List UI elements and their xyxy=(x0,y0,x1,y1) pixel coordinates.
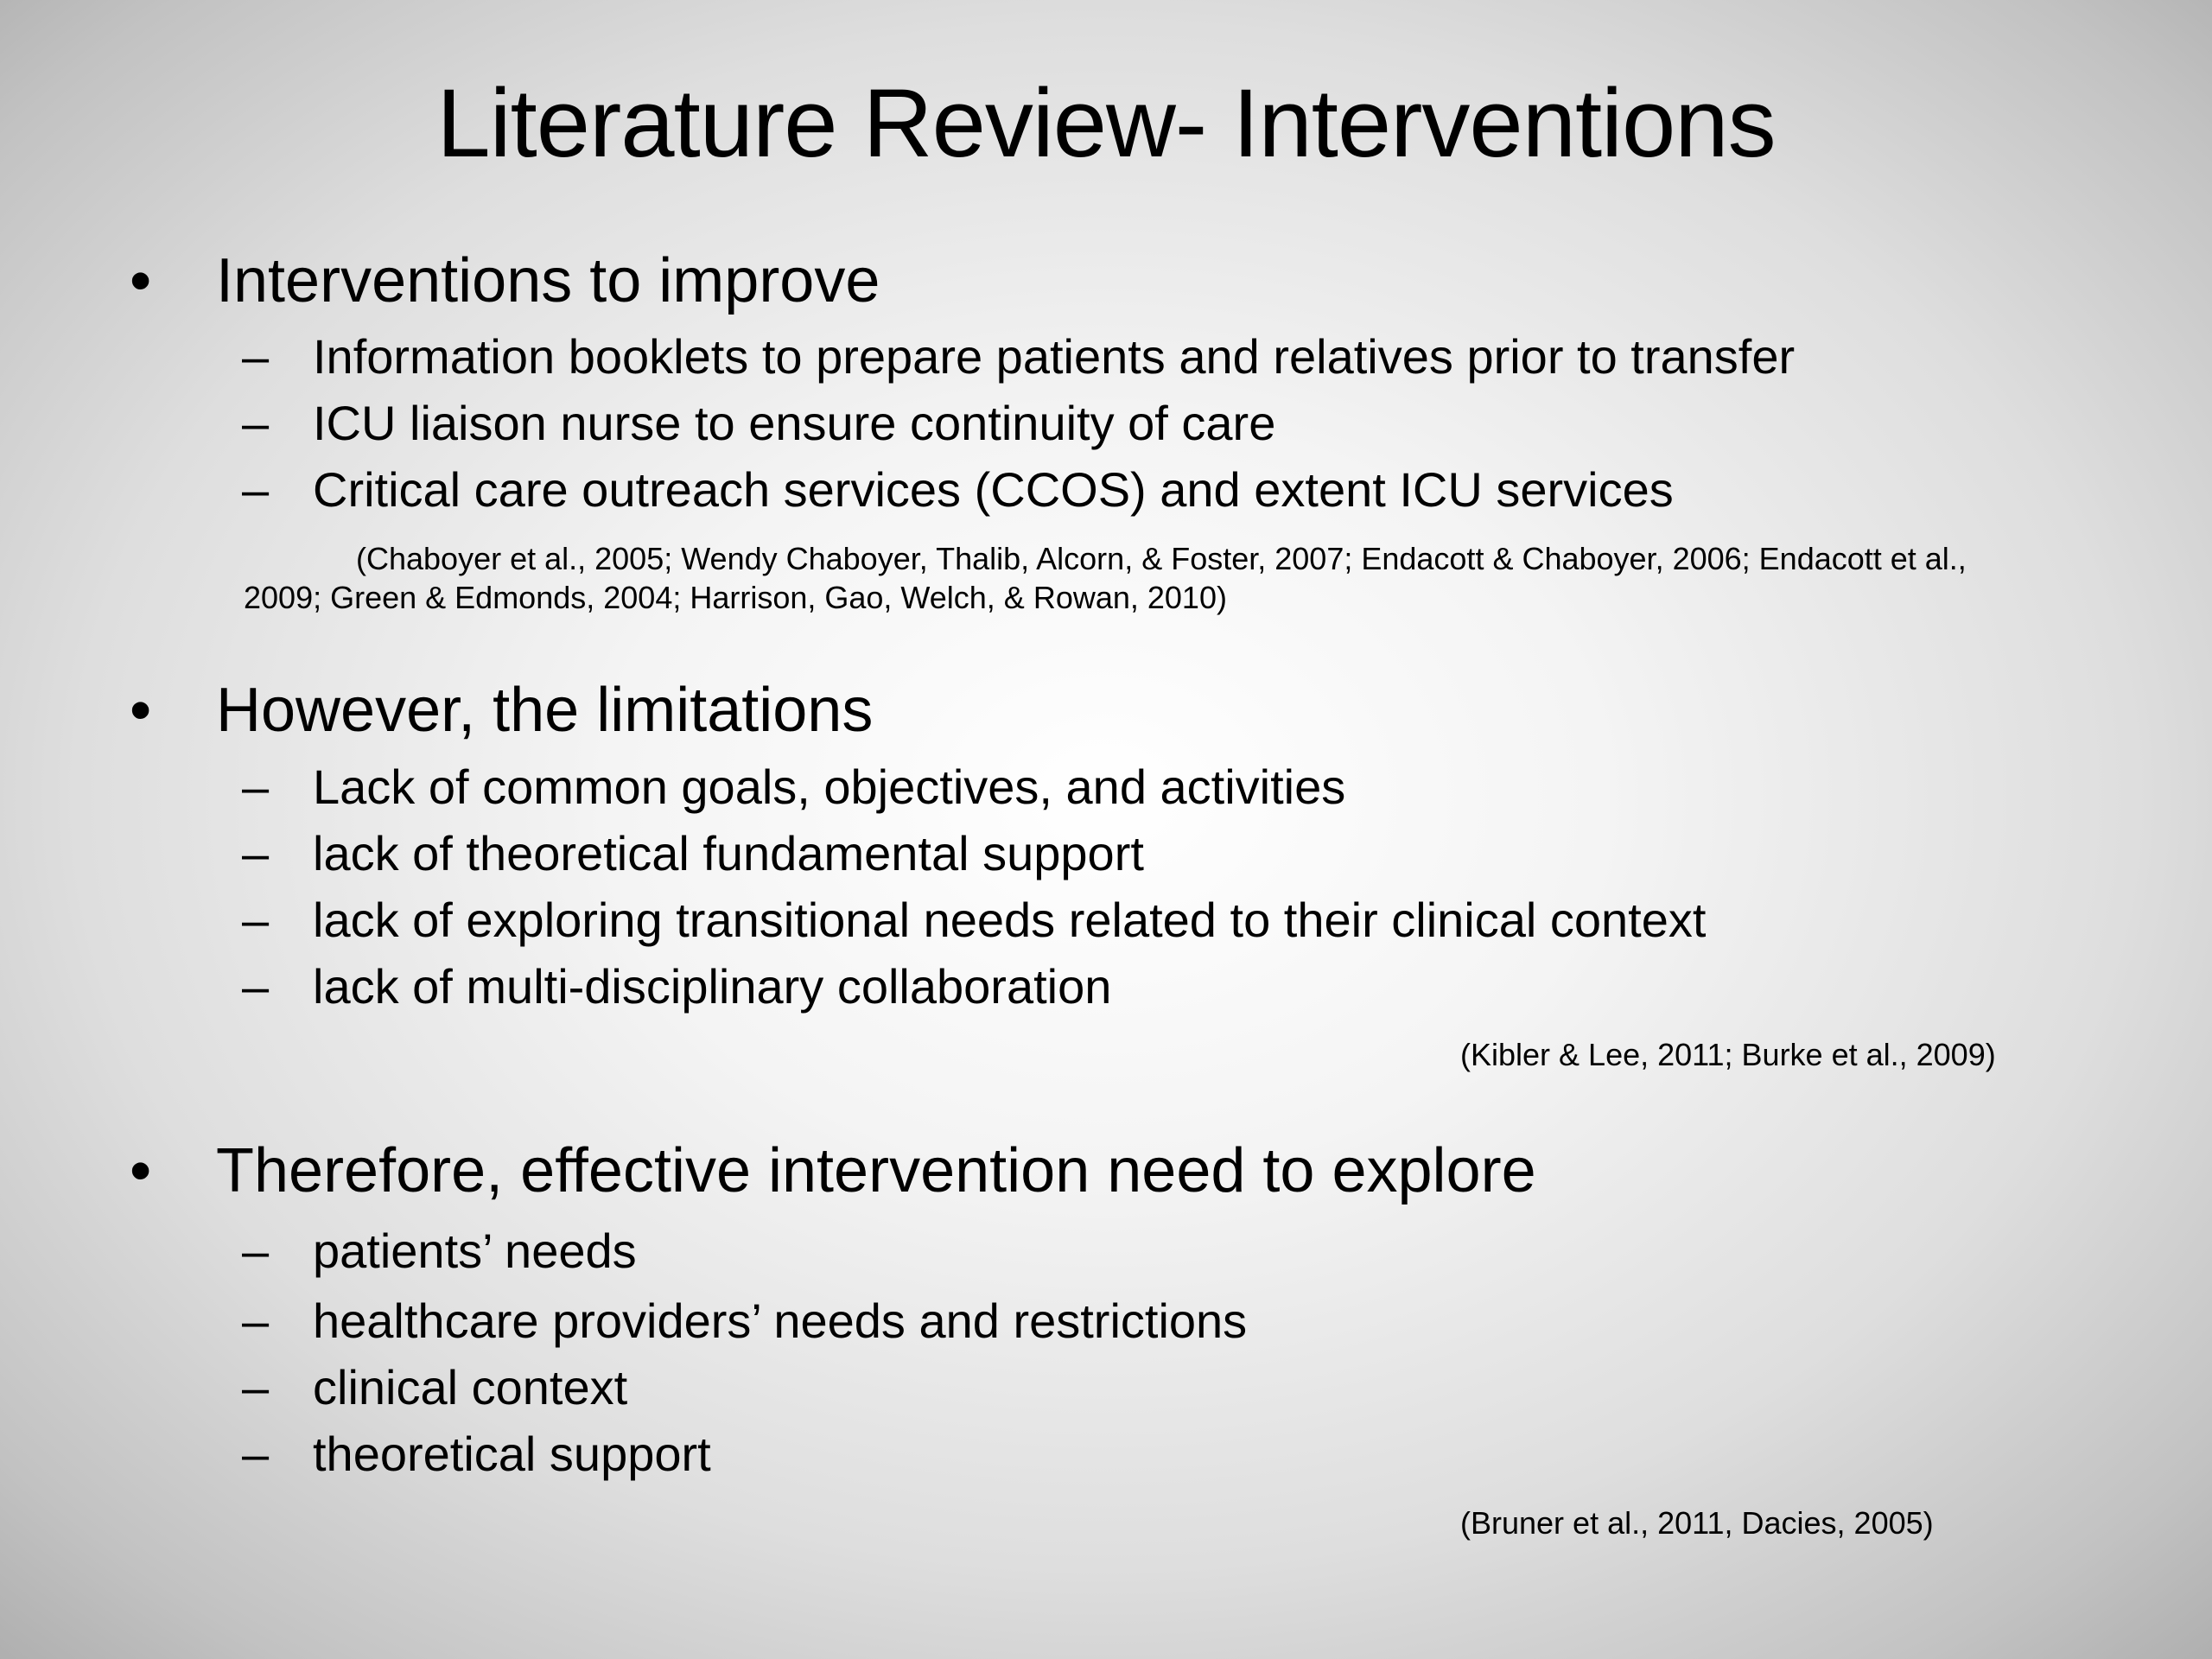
dash: – xyxy=(242,893,270,947)
slide-title: Literature Review- Interventions xyxy=(436,69,1776,177)
list-item: patients’ needs xyxy=(313,1224,637,1278)
list-item: ICU liaison nurse to ensure continuity of care xyxy=(313,396,1276,450)
dash: – xyxy=(242,1294,270,1348)
list-item: lack of theoretical fundamental support xyxy=(313,826,1144,880)
dash: – xyxy=(242,1427,270,1481)
list-item: Information booklets to prepare patients and relatives prior to transfer xyxy=(313,329,1796,384)
list-item: healthcare providers’ needs and restrictions xyxy=(313,1294,1248,1348)
section-heading-therefore: Therefore, effective intervention need to explore xyxy=(216,1136,1536,1205)
list-item: Critical care outreach services (CCOS) and extent ICU services xyxy=(313,462,1674,517)
section-heading-interventions: Interventions to improve xyxy=(216,246,880,315)
citation-1-line-1: (Chaboyer et al., 2005; Wendy Chaboyer, Thalib, Alcorn, & Foster, 2007; Endacott & Chaboyer, 2006; Endacott et al., xyxy=(356,541,1967,576)
bullet-3: • xyxy=(130,1136,152,1205)
dash: – xyxy=(242,1224,270,1278)
list-item: theoretical support xyxy=(313,1427,711,1481)
dash: – xyxy=(242,760,270,814)
citation-2: (Kibler & Lee, 2011; Burke et al., 2009) xyxy=(1460,1037,1996,1072)
dash: – xyxy=(242,826,270,880)
list-item: clinical context xyxy=(313,1360,628,1414)
dash: – xyxy=(242,959,270,1014)
citation-3: (Bruner et al., 2011, Dacies, 2005) xyxy=(1460,1505,1934,1541)
dash: – xyxy=(242,329,270,384)
citation-1-line-2: 2009; Green & Edmonds, 2004; Harrison, Gao, Welch, & Rowan, 2010) xyxy=(244,580,1227,615)
dash: – xyxy=(242,462,270,517)
list-item: lack of multi-disciplinary collaboration xyxy=(313,959,1112,1014)
section-heading-limitations: However, the limitations xyxy=(216,676,874,745)
bullet-2: • xyxy=(130,676,152,745)
list-item: lack of exploring transitional needs related to their clinical context xyxy=(313,893,1707,947)
dash: – xyxy=(242,1360,270,1414)
dash: – xyxy=(242,396,270,450)
list-item: Lack of common goals, objectives, and activities xyxy=(313,760,1346,814)
bullet-1: • xyxy=(130,246,152,315)
